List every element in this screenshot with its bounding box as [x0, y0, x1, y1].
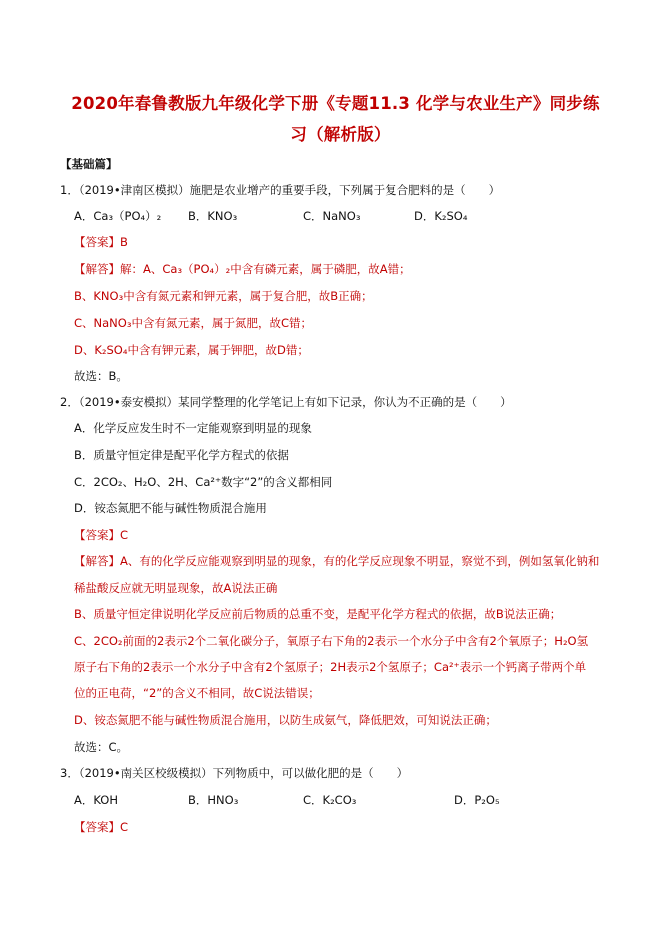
q1-analysis-line: C、NaNO₃中含有氮元素，属于氮肥，故C错；	[74, 316, 312, 330]
q3-option-b: B．HNO₃	[188, 793, 239, 807]
q1-conclusion: 故选：B。	[74, 369, 128, 383]
q2-answer: 【答案】C	[74, 528, 129, 542]
q2-conclusion: 故选：C。	[74, 740, 129, 754]
title-line-1: 2020年春鲁教版九年级化学下册《专题11.3 化学与农业生产》同步练	[71, 94, 600, 113]
q2-analysis-line: 【解答】A、有的化学反应能观察到明显的现象，有的化学反应现象不明显，察觉不到，例如氢氧化钠和	[74, 554, 600, 568]
q1-analysis-line: D、K₂SO₄中含有钾元素，属于钾肥，故D错；	[74, 343, 309, 357]
q1-analysis-line: 【解答】解：A、Ca₃（PO₄）₂中含有磷元素，属于磷肥，故A错；	[74, 262, 411, 276]
q2-option-a: A．化学反应发生时不一定能观察到明显的现象	[74, 421, 312, 435]
q2-analysis-line: C、2CO₂前面的2表示2个二氧化碳分子，氧原子右下角的2表示一个水分子中含有2个氧原子；H₂O氢	[74, 634, 589, 648]
q3-answer: 【答案】C	[74, 820, 129, 834]
q2-analysis-line: 稀盐酸反应就无明显现象，故A说法正确	[74, 581, 278, 595]
q1-option-a: A．Ca₃（PO₄）₂	[74, 209, 162, 223]
title-line-2: 习（解析版）	[290, 125, 391, 144]
q2-option-c: C．2CO₂、H₂O、2H、Ca²⁺数字“2”的含义都相同	[74, 475, 333, 489]
q1-option-b: B．KNO₃	[188, 209, 238, 223]
q1-stem: 1．（2019•津南区模拟）施肥是农业增产的重要手段，下列属于复合肥料的是（ ）	[60, 183, 501, 197]
section-heading: 【基础篇】	[60, 157, 118, 171]
q1-analysis-line: B、KNO₃中含有氮元素和钾元素，属于复合肥，故B正确；	[74, 289, 373, 303]
q2-option-b: B．质量守恒定律是配平化学方程式的依据	[74, 448, 289, 462]
q2-analysis-line: 原子右下角的2表示一个水分子中含有2个氢原子；2H表示2个氢原子；Ca²⁺表示一个钙离子带两个单	[74, 660, 587, 674]
q1-option-d: D．K₂SO₄	[414, 209, 468, 223]
q3-option-a: A．KOH	[74, 793, 118, 807]
q2-analysis-line: B、质量守恒定律说明化学反应前后物质的总重不变，是配平化学方程式的依据，故B说法正确；	[74, 607, 562, 621]
q2-analysis-line: D、铵态氮肥不能与碱性物质混合施用，以防生成氨气，降低肥效，可知说法正确；	[74, 713, 497, 727]
q1-answer: 【答案】B	[74, 235, 128, 249]
q3-option-c: C．K₂CO₃	[303, 793, 357, 807]
document-title	[40, 88, 631, 150]
q3-stem: 3．（2019•南关区校级模拟）下列物质中，可以做化肥的是（ ）	[60, 766, 409, 780]
q3-option-d: D．P₂O₅	[454, 793, 500, 807]
q2-option-d: D．铵态氮肥不能与碱性物质混合施用	[74, 501, 267, 515]
q2-stem: 2．（2019•泰安模拟）某同学整理的化学笔记上有如下记录，你认为不正确的是（ ）	[60, 395, 512, 409]
q2-analysis-line: 位的正电荷，“2”的含义不相同，故C说法错误；	[74, 686, 320, 700]
q1-option-c: C．NaNO₃	[303, 209, 361, 223]
